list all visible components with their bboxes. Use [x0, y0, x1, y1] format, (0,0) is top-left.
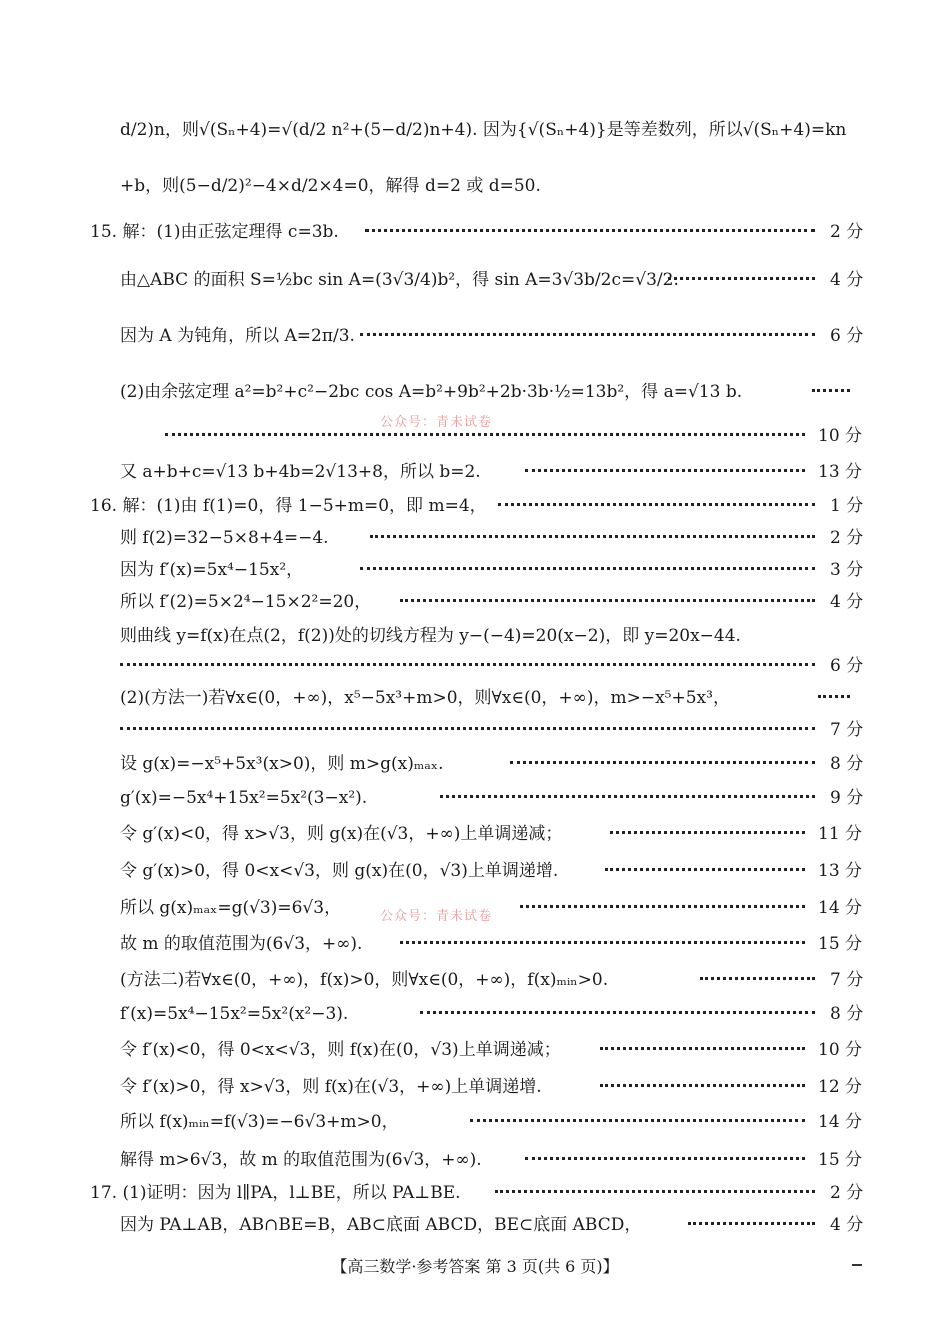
answer-line [0, 324, 950, 358]
answer-line [0, 1213, 950, 1247]
dot-leader [818, 695, 850, 698]
score-label: 2 分 [830, 222, 864, 242]
score-label: 13 分 [818, 861, 863, 881]
line-text: (2)由余弦定理 a²=b²+c²−2bc cos A=b²+9b²+2b·3b·½=13b²，得 a=√13 b. [120, 382, 743, 402]
answer-line [0, 1181, 950, 1215]
answer-line [0, 718, 950, 752]
line-text: 令 g′(x)>0，得 0<x<√3，则 g(x)在(0，√3)上单调递增. [120, 861, 559, 881]
line-text: 令 g′(x)<0，得 x>√3，则 g(x)在(√3，+∞)上单调递减； [120, 824, 563, 844]
line-text: g′(x)=−5x⁴+15x²=5x²(3−x²). [120, 788, 368, 808]
line-text: 则曲线 y=f(x)在点(2，f(2))处的切线方程为 y−(−4)=20(x−2)，即 y=20x−44. [120, 626, 741, 646]
line-text: 令 f′(x)>0，得 x>√3，则 f(x)在(√3，+∞)上单调递增. [120, 1077, 542, 1097]
answer-line [0, 380, 950, 414]
line-text: 令 f′(x)<0，得 0<x<√3，则 f(x)在(0，√3)上单调递减； [120, 1040, 561, 1060]
score-label: 4 分 [830, 270, 864, 290]
line-text: 16. 解：(1)由 f(1)=0，得 1−5+m=0，即 m=4， [90, 496, 487, 516]
watermark-text: 公众号：青未试卷 [380, 415, 493, 430]
answer-line [0, 752, 950, 786]
answer-line [0, 118, 950, 152]
dot-leader [120, 663, 815, 666]
line-text: 故 m 的取值范围为(6√3，+∞). [120, 934, 363, 954]
line-text: 解得 m>6√3，故 m 的取值范围为(6√3，+∞). [120, 1150, 482, 1170]
score-label: 15 分 [818, 934, 863, 954]
answer-line [0, 932, 950, 966]
line-text: 因为 f′(x)=5x⁴−15x²， [120, 560, 304, 580]
dot-leader [525, 1157, 805, 1160]
answer-line [0, 786, 950, 820]
dot-leader [365, 229, 815, 232]
answer-line [0, 460, 950, 494]
dot-leader [470, 1119, 805, 1122]
answer-line [0, 624, 950, 658]
dot-leader [495, 1190, 815, 1193]
score-label: 2 分 [830, 528, 864, 548]
dot-leader [165, 433, 805, 436]
dot-leader [700, 977, 815, 980]
dot-leader [812, 389, 850, 392]
answer-line [0, 494, 950, 528]
dot-leader [120, 727, 815, 730]
dot-leader [525, 469, 805, 472]
score-label: 4 分 [830, 592, 864, 612]
score-label: 12 分 [818, 1077, 863, 1097]
dot-leader [600, 1047, 805, 1050]
dot-leader [420, 1011, 815, 1014]
dot-leader [360, 567, 815, 570]
answer-line [0, 859, 950, 893]
line-text: (2)(方法一)若∀x∈(0，+∞)，x⁵−5x³+m>0，则∀x∈(0，+∞)，m>−x⁵+5x³， [120, 688, 730, 708]
score-label: 2 分 [830, 1183, 864, 1203]
answer-line [0, 1075, 950, 1109]
answer-line [0, 1148, 950, 1182]
line-text: 则 f(2)=32−5×8+4=−4. [120, 528, 329, 548]
dot-leader [440, 795, 815, 798]
line-text: 15. 解：(1)由正弦定理得 c=3b. [90, 222, 339, 242]
line-text: 由△ABC 的面积 S=½bc sin A=(3√3/4)b²，得 sin A=3√3b/2c=√3/2. [120, 270, 679, 290]
dot-leader [400, 599, 815, 602]
page-footer: 【高三数学·参考答案 第 3 页(共 6 页)】 [331, 1257, 619, 1276]
answer-line [0, 1002, 950, 1036]
score-label: 14 分 [818, 898, 863, 918]
dot-leader [668, 277, 815, 280]
answer-line [0, 220, 950, 254]
answer-line [0, 558, 950, 592]
score-label: 8 分 [830, 1004, 864, 1024]
score-label: 15 分 [818, 1150, 863, 1170]
line-text: 因为 A 为钝角，所以 A=2π/3. [120, 326, 355, 346]
score-label: 13 分 [818, 462, 863, 482]
line-text: d/2)n，则√(Sₙ+4)=√(d/2 n²+(5−d/2)n+4). 因为{√(Sₙ+4)}是等差数列，所以√(Sₙ+4)=kn [120, 120, 847, 140]
dot-leader [605, 868, 805, 871]
line-text: 17. (1)证明：因为 l∥PA，l⊥BE，所以 PA⊥BE. [90, 1183, 461, 1203]
dot-leader [688, 1222, 815, 1225]
score-label: 14 分 [818, 1112, 863, 1132]
answer-line [0, 526, 950, 560]
dot-leader [400, 941, 805, 944]
answer-line [0, 1110, 950, 1144]
dot-leader [360, 333, 815, 336]
answer-line [0, 268, 950, 302]
score-label: 7 分 [830, 720, 864, 740]
line-text: 所以 f′(2)=5×2⁴−15×2²=20， [120, 592, 372, 612]
line-text: 所以 f(x)ₘᵢₙ=f(√3)=−6√3+m>0， [120, 1112, 399, 1132]
line-text: f′(x)=5x⁴−15x²=5x²(x²−3). [120, 1004, 349, 1024]
line-text: +b，则(5−d/2)²−4×d/2×4=0，解得 d=2 或 d=50. [120, 176, 541, 196]
answer-line [0, 174, 950, 208]
score-label: 7 分 [830, 970, 864, 990]
score-label: 11 分 [818, 824, 863, 844]
score-label: 3 分 [830, 560, 864, 580]
dot-leader [510, 761, 815, 764]
answer-line [0, 968, 950, 1002]
dot-leader [520, 905, 805, 908]
answer-line [0, 424, 950, 458]
score-label: 10 分 [818, 1040, 863, 1060]
answer-line [0, 590, 950, 624]
answer-line [0, 1038, 950, 1072]
answer-line [0, 686, 950, 720]
dot-leader [498, 503, 815, 506]
watermark-text: 公众号：青未试卷 [380, 909, 493, 924]
score-label: 1 分 [830, 496, 864, 516]
dot-leader [610, 831, 805, 834]
corner-mark [852, 1264, 862, 1266]
score-label: 4 分 [830, 1215, 864, 1235]
score-label: 6 分 [830, 656, 864, 676]
score-label: 6 分 [830, 326, 864, 346]
answer-line [0, 654, 950, 688]
answer-line [0, 822, 950, 856]
score-label: 10 分 [818, 426, 863, 446]
score-label: 9 分 [830, 788, 864, 808]
line-text: 所以 g(x)ₘₐₓ=g(√3)=6√3， [120, 898, 342, 918]
dot-leader [370, 535, 815, 538]
line-text: 设 g(x)=−x⁵+5x³(x>0)，则 m>g(x)ₘₐₓ. [120, 754, 444, 774]
line-text: 又 a+b+c=√13 b+4b=2√13+8，所以 b=2. [120, 462, 481, 482]
line-text: 因为 PA⊥AB，AB∩BE=B，AB⊂底面 ABCD，BE⊂底面 ABCD， [120, 1215, 642, 1235]
dot-leader [600, 1084, 805, 1087]
score-label: 8 分 [830, 754, 864, 774]
line-text: (方法二)若∀x∈(0，+∞)，f(x)>0，则∀x∈(0，+∞)，f(x)ₘᵢₙ>0. [120, 970, 609, 990]
